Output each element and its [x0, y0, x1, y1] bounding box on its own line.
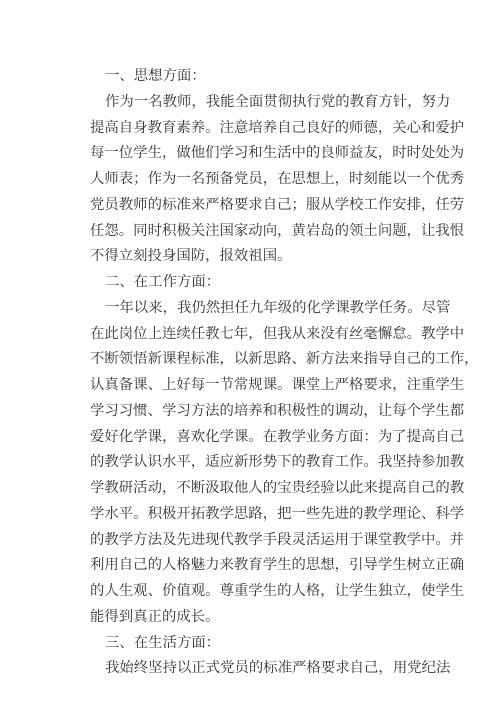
paragraph-line: 一年以来，我仍然担任九年级的化学课教学任务。尽管: [105, 300, 451, 316]
paragraph-line: 我始终坚持以正式党员的标准严格要求自己，用党纪法: [105, 660, 451, 676]
paragraph-line: 人师表；作为一名预备党员，在思想上，时刻能以一个优秀: [90, 171, 465, 187]
paragraph-line: 每一位学生，做他们学习和生活中的良师益友，时时处处为: [90, 145, 465, 161]
paragraph-line: 爱好化学课，喜欢化学课。在教学业务方面：为了提高自己: [90, 429, 465, 445]
paragraph-line: 的人生观、价值观。尊重学生的人格，让学生独立，使学生: [90, 583, 465, 599]
paragraph-line: 任怨。同时积极关注国家动向，黄岩岛的领土问题，让我恨: [90, 223, 465, 239]
paragraph-line: 认真备课、上好每一节常规课。课堂上严格要求，注重学生: [90, 377, 465, 393]
paragraph-line: 提高自身教育素养。注意培养自己良好的师德，关心和爱护: [90, 120, 465, 136]
paragraph-line: 党员教师的标准来严格要求自己；服从学校工作安排，任劳: [90, 197, 465, 213]
section-heading: 一、思想方面：: [105, 68, 206, 84]
paragraph-line: 不得立刻投身国防，报效祖国。: [90, 248, 292, 264]
paragraph-line: 作为一名教师，我能全面贯彻执行党的教育方针，努力: [105, 94, 451, 110]
paragraph-line: 学习习惯、学习方法的培养和积极性的调动，让每个学生都: [90, 403, 465, 419]
paragraph-line: 的教学方法及先进现代教学手段灵活运用于课堂教学中。并: [90, 532, 465, 548]
paragraph-line: 学教研活动，不断汲取他人的宝贵经验以此来提高自己的教: [90, 480, 465, 496]
paragraph-line: 能得到真正的成长。: [90, 609, 220, 625]
paragraph-line: 的教学认识水平，适应新形势下的教育工作。我坚持参加教: [90, 454, 465, 470]
paragraph-line: 在此岗位上连续任教七年，但我从来没有丝毫懈怠。教学中: [90, 326, 465, 342]
paragraph-line: 不断领悟新课程标准，以新思路、新方法来指导自己的工作，: [90, 351, 479, 367]
section-heading: 三、在生活方面：: [105, 635, 221, 651]
paragraph-line: 学水平。积极开拓教学思路，把一些先进的教学理论、科学: [90, 506, 465, 522]
paragraph-line: 利用自己的人格魅力来教育学生的思想，引导学生树立正确: [90, 557, 465, 573]
section-heading: 二、在工作方面：: [105, 274, 221, 290]
